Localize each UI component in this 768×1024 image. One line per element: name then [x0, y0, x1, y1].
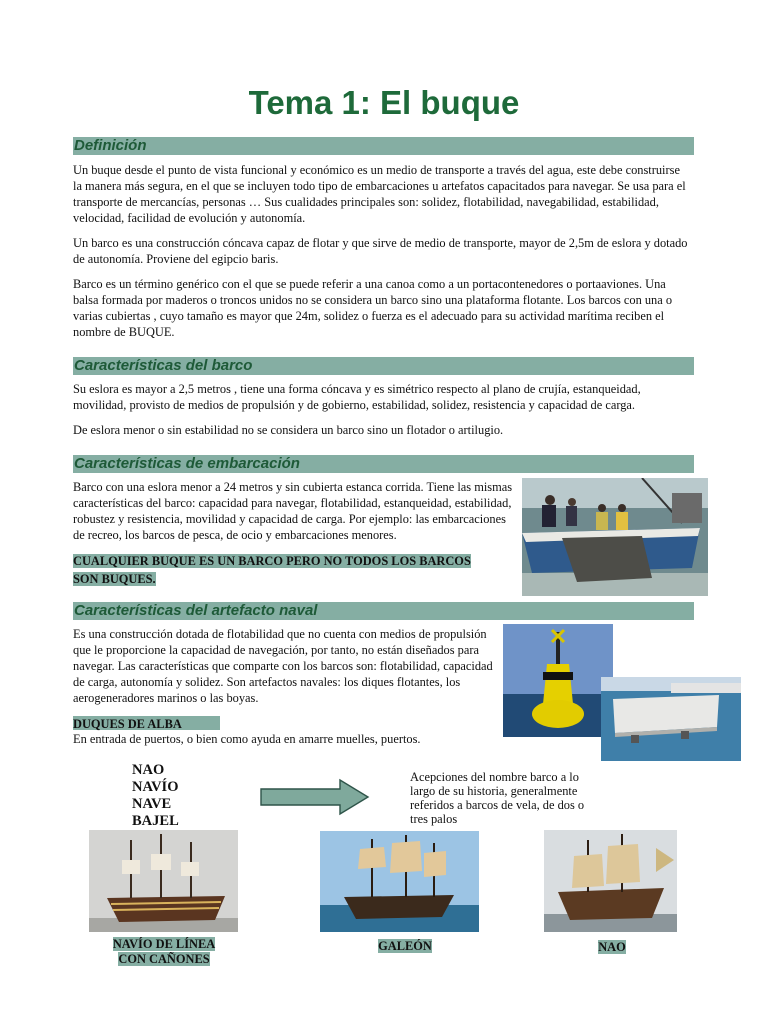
artefacto-paragraph: Es una construcción dotada de flotabilidad que no cuenta con medios de propulsión que le proporcione la capacidad de navegación, por tanto, no están diseñados para navegar. Las características que comparte con los barcos son: flotabilidad, capacidad de carga, autonomía y solidez. Son artefactos navales: los diques flotantes, los aerogeneradores marinos o las boyas.	[73, 627, 493, 705]
ship-names-list	[132, 762, 179, 830]
embarcacion-highlight-text: CUALQUIER BUQUE ES UN BARCO PERO NO TODOS LOS BARCOS SON BUQUES.	[73, 554, 471, 586]
caption-navio-text: NAVÍO DE LÍNEA CON CAÑONES	[112, 937, 216, 966]
section-heading-definicion: Definición	[73, 137, 694, 155]
caption-galeon	[360, 939, 450, 954]
caption-nao-text: NAO	[598, 940, 626, 954]
ship-name-navio: NAVÍO	[132, 779, 179, 795]
barco-paragraph-1: Su eslora es mayor a 2,5 metros , tiene una forma cóncava y es simétrico respecto al plano de crujía, estanqueidad, movilidad, provisto de medios de propulsión y de gobierno, estabilidad, solidez, resistencia y capacidad de carga.	[73, 382, 641, 412]
definicion-paragraph-3: Barco es un término genérico con el que se puede referir a una canoa como a un portacontenedores o portaaviones. Una balsa formada por maderos o troncos unidos no se considera un barco sino una plataforma flotante. Los barcos con una o varias cubiertas , cuyo tamaño es mayor que 24m, solidez o fuerza es el adecuado para su actividad marítima reciben el nombre de BUQUE.	[73, 277, 673, 339]
acepciones-text: Acepciones del nombre barco a lo largo de su historia, generalmente referidos a barcos de vela, de dos o tres palos	[410, 770, 585, 826]
buoy-illustration	[503, 624, 613, 737]
galeon-illustration	[320, 831, 479, 932]
caption-nao	[582, 940, 642, 955]
barco-paragraph-2: De eslora menor o sin estabilidad no se considera un barco sino un flotador o artilugio.	[73, 423, 504, 437]
ship-name-bajel: BAJEL	[132, 813, 179, 829]
definicion-paragraph-1: Un buque desde el punto de vista funcional y económico es un medio de transporte a través del agua, este debe construirse la manera más segura, en el que se incluyen todo tipo de embarcaciones u artefatos capacitados para navegar. Se usa para el transporte de mercancías, personas … Sus cualidades principales son: solidez, flotabilidad, navegabilidad, estabilidad, velocidad, facilidad de evolución y autonomía.	[73, 163, 686, 225]
ship-name-nao: NAO	[132, 762, 165, 778]
section-heading-embarcacion: Características de embarcación	[73, 455, 694, 473]
floating-dock-illustration	[601, 677, 741, 761]
duques-de-alba-heading: DUQUES DE ALBA	[73, 717, 182, 731]
buoy-photo	[503, 624, 613, 737]
galeon-photo	[320, 831, 479, 932]
navio-illustration	[89, 830, 238, 932]
ship-name-nave: NAVE	[132, 796, 172, 812]
embarcacion-highlight	[73, 552, 499, 588]
right-arrow-icon	[258, 778, 373, 816]
duques-paragraph: En entrada de puertos, o bien como ayuda en amarre muelles, puertos.	[73, 732, 421, 746]
section-heading-barco: Características del barco	[73, 357, 694, 375]
embarcacion-paragraph: Barco con una eslora menor a 24 metros y sin cubierta estanca corrida. Tiene las mismas características del barco: capacidad para navegar, flotabilidad, estanqueidad, estabilidad, robustez y resistencia, movilidad y capacidad de carga. Por ejemplo: las embarcaciones de recreo, los barcos de pesca, de ocio y embarcaciones menores.	[73, 480, 513, 542]
caption-galeon-text: GALEÓN	[378, 939, 432, 953]
fishing-boat-photo	[522, 478, 708, 596]
caption-navio	[104, 937, 224, 967]
nao-illustration	[544, 830, 677, 932]
navio-photo	[89, 830, 238, 932]
definicion-paragraph-2: Un barco es una construcción cóncava capaz de flotar y que sirve de medio de transporte, mayor de 2,5m de eslora y dotado de autonomía. Proviene del egipcio baris.	[73, 236, 688, 266]
page-title: Tema 1: El buque	[248, 84, 520, 121]
floating-dock-photo	[601, 677, 741, 761]
duques-de-alba-band	[73, 716, 220, 730]
nao-photo	[544, 830, 677, 932]
section-heading-artefacto: Características del artefacto naval	[73, 602, 694, 620]
fishing-boat-illustration	[522, 478, 708, 596]
